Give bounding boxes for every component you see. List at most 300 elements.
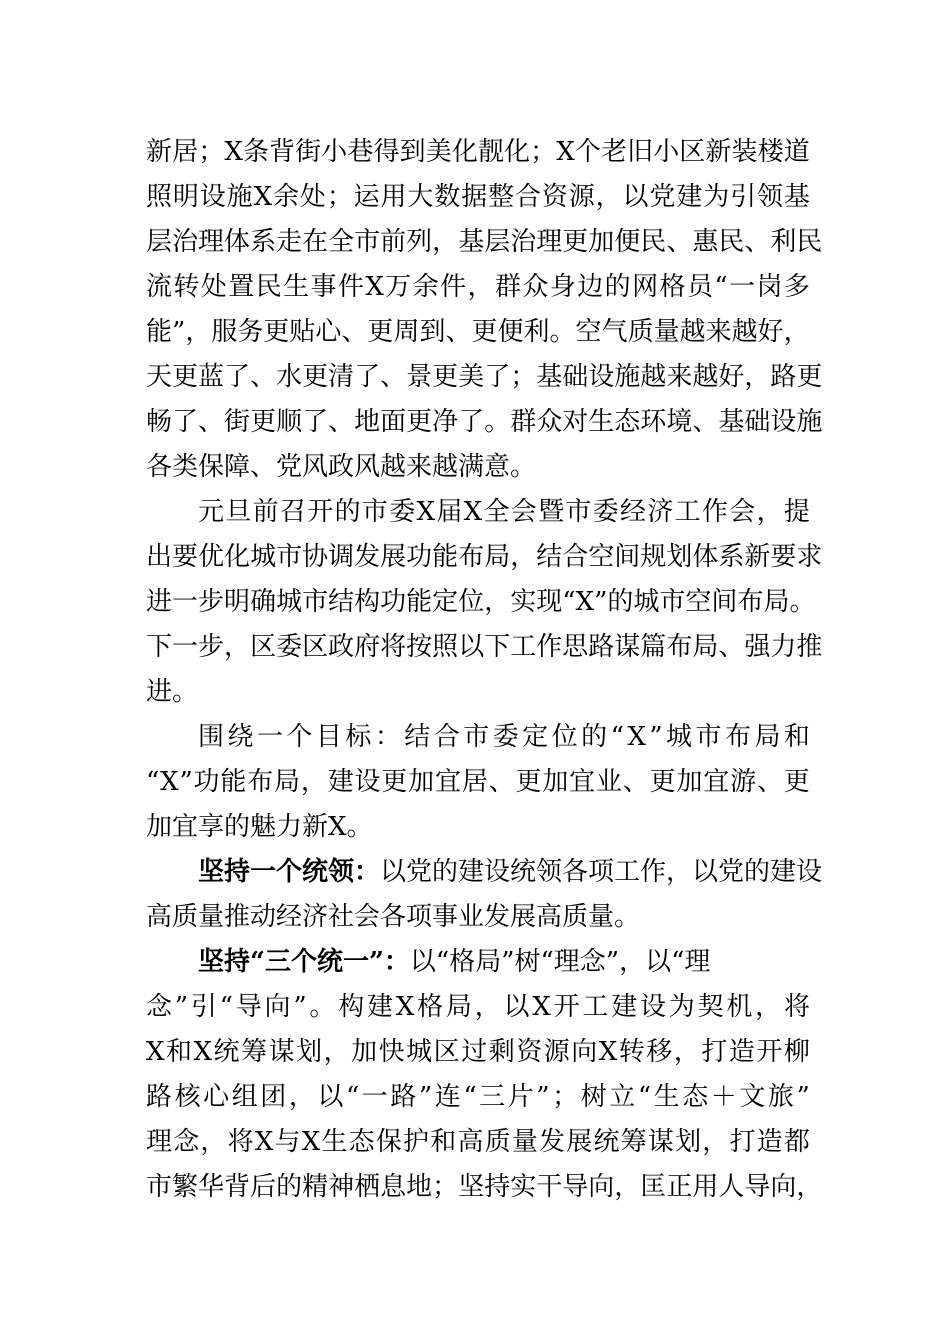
glyph: 更 [796,362,823,392]
glyph: 群 [510,407,537,437]
glyph: 要 [770,542,797,572]
text-line [146,895,810,940]
glyph: 来 [705,317,732,347]
glyph: “ [637,1082,652,1112]
glyph: 岗 [756,272,783,302]
glyph: 大 [407,182,434,212]
glyph: 委 [592,497,619,527]
glyph: 用 [692,1172,719,1202]
glyph: ， [510,542,537,572]
glyph: 件 [440,272,467,302]
glyph: ， [614,1172,641,1202]
text-line [146,400,823,445]
glyph: 造 [728,1037,755,1067]
glyph: 生 [283,272,310,302]
glyph: 态 [348,1127,375,1157]
glyph: 市 [146,1172,173,1202]
glyph: 更 [406,407,433,437]
glyph: X [416,497,436,527]
glyph: 体 [692,542,719,572]
glyph: 了 [458,407,485,437]
glyph: 游 [730,767,757,797]
glyph: 态 [614,407,641,437]
glyph: 出 [146,542,173,572]
glyph: 向 [770,1172,797,1202]
glyph: 领 [756,182,783,212]
glyph: 契 [697,992,724,1022]
glyph: 委 [276,632,303,662]
glyph: 条 [242,137,269,167]
glyph: 宜 [569,767,596,797]
glyph: 资 [516,1037,543,1067]
glyph: 强 [744,632,771,662]
line-text: 各类保障、党风政风越来越满意。 [146,452,537,482]
glyph: X [193,1037,213,1067]
glyph: X [254,1127,274,1157]
glyph: 导 [744,1172,771,1202]
glyph: 地 [354,407,381,437]
glyph: ； [530,137,557,167]
glyph: 以 [622,182,649,212]
glyph: 整 [488,182,515,212]
glyph: 府 [354,632,381,662]
text-line [146,130,810,175]
glyph: 置 [228,272,255,302]
glyph: X [463,497,483,527]
glyph: 惠 [692,227,719,257]
glyph: 委 [389,497,416,527]
text-line [146,535,823,580]
glyph: 市 [565,497,592,527]
glyph: 作 [536,632,563,662]
glyph: 好 [757,317,784,347]
glyph: 局 [445,992,472,1022]
glyph: 念 [146,992,173,1022]
glyph: 态 [682,1082,709,1112]
glyph: 和 [166,1037,193,1067]
text-line [146,265,810,310]
glyph: 一 [172,587,199,617]
glyph: 向 [588,1172,615,1202]
glyph: ， [783,317,810,347]
text-line [146,715,810,760]
glyph: 旦 [225,497,252,527]
glyph: 老 [600,137,627,167]
glyph: ： [374,722,401,752]
glyph: ” [418,1082,433,1112]
glyph: 、 [744,227,771,257]
glyph: 都 [783,1127,810,1157]
text-line [146,1120,810,1165]
glyph: 更 [381,767,408,797]
glyph: ” [796,1082,810,1112]
glyph: 三 [479,1082,506,1112]
glyph: 加 [676,767,703,797]
glyph: 统 [213,1037,240,1067]
text-line [146,940,810,985]
glyph: 顺 [276,407,303,437]
glyph: 了 [302,407,329,437]
glyph: 力 [770,632,797,662]
glyph: ； [552,1082,579,1112]
glyph: 一 [256,722,283,752]
text-line [146,805,810,850]
glyph: “ [610,722,624,752]
text-line [146,850,823,895]
glyph: 间 [711,587,738,617]
glyph: 思 [562,632,589,662]
glyph: 靓 [477,137,504,167]
glyph: 开 [553,992,580,1022]
glyph: 干 [536,1172,563,1202]
glyph: 局 [763,587,790,617]
line-text: 进。 [146,677,199,707]
glyph: 贴 [289,317,316,347]
glyph: ， [323,1037,350,1067]
glyph: 定 [522,722,549,752]
glyph: 流 [146,272,173,302]
glyph: 结 [328,587,355,617]
glyph: “ [146,767,160,797]
glyph: ， [595,182,622,212]
glyph: 位 [551,722,578,752]
glyph: 转 [618,1037,645,1067]
glyph: 工 [510,632,537,662]
glyph: 构 [354,587,381,617]
glyph: 质 [627,317,654,347]
glyph: ” [174,992,189,1022]
glyph: 更 [302,362,329,392]
glyph: 据 [461,182,488,212]
glyph: 提 [783,497,810,527]
glyph: 更 [649,767,676,797]
glyph: 导 [235,992,262,1022]
glyph: 路 [588,632,615,662]
glyph: 局 [692,632,719,662]
glyph: 目 [315,722,342,752]
glyph: 团 [260,1082,287,1112]
glyph: ， [467,272,494,302]
glyph: 街 [224,407,251,437]
glyph: 体 [224,227,251,257]
glyph: 城 [406,1037,433,1067]
glyph: 转 [173,272,200,302]
glyph: 民 [796,227,823,257]
text-line [146,580,816,625]
glyph: 息 [380,1172,407,1202]
glyph: 理 [146,1127,173,1157]
glyph: 便 [614,227,641,257]
glyph: “ [219,992,233,1022]
glyph: 能 [432,542,459,572]
glyph: “ [562,587,576,617]
glyph: 来 [666,362,693,392]
glyph: X [627,722,646,752]
glyph: 化 [224,542,251,572]
glyph: 余 [272,182,299,212]
glyph: 更 [263,317,290,347]
glyph: 会 [729,497,756,527]
glyph: ； [510,362,537,392]
glyph: 治 [510,227,537,257]
glyph: 的 [334,497,361,527]
glyph: 对 [562,407,589,437]
glyph: 楼 [757,137,784,167]
glyph: 路 [146,1082,173,1112]
glyph: 基 [718,407,745,437]
glyph: 布 [737,587,764,617]
glyph: 加 [542,767,569,797]
glyph: X [556,137,575,167]
glyph: 经 [620,497,647,527]
glyph: 市 [361,497,388,527]
glyph: 化 [451,137,478,167]
glyph: ， [756,497,783,527]
glyph: 、 [328,407,355,437]
text-line [146,220,823,265]
glyph: 运 [353,182,380,212]
glyph: 、 [341,317,368,347]
glyph: ； [198,137,225,167]
glyph: 空 [575,317,602,347]
glyph: 局 [274,767,301,797]
glyph: 照 [432,632,459,662]
glyph: 向 [264,992,291,1022]
glyph: 净 [432,407,459,437]
glyph: 生 [588,407,615,437]
glyph: 更 [562,227,589,257]
glyph: 空 [685,587,712,617]
glyph: 道 [783,137,810,167]
glyph: 济 [647,497,674,527]
text-line [146,760,810,805]
glyph: 间 [614,542,641,572]
glyph: 一 [729,272,756,302]
glyph: ， [432,227,459,257]
glyph: 前 [252,497,279,527]
paragraph-5 [146,940,823,1210]
glyph: 匡 [640,1172,667,1202]
glyph: 在 [302,227,329,257]
glyph: 能 [220,767,247,797]
text-line [146,1075,810,1120]
glyph: 础 [562,362,589,392]
glyph: 、 [380,362,407,392]
glyph: ， [484,587,511,617]
glyph: 局 [484,542,511,572]
bold-lead: 坚持一个统领： [198,857,381,887]
glyph: 气 [601,317,628,347]
glyph: 协 [302,542,329,572]
glyph: X [598,1037,618,1067]
glyph: ， [288,1082,315,1112]
glyph: ， [796,1172,823,1202]
glyph: 统 [593,1127,620,1157]
glyph: 展 [380,542,407,572]
glyph: 处 [299,182,326,212]
glyph: 背 [269,137,296,167]
glyph: 更 [367,317,394,347]
glyph: 小 [321,137,348,167]
glyph: 移 [646,1037,673,1067]
glyph: 展 [566,1127,593,1157]
glyph: 源 [543,1037,570,1067]
glyph: 元 [198,497,225,527]
text-line [146,355,823,400]
glyph: 区 [679,137,706,167]
glyph: 步 [198,587,225,617]
glyph: 以 [503,992,530,1022]
glyph: 开 [756,1037,783,1067]
glyph: 民 [640,227,667,257]
glyph: ” [649,722,663,752]
glyph: 前 [380,227,407,257]
glyph: X [224,137,243,167]
glyph: 引 [190,992,217,1022]
glyph: “ [714,272,728,302]
glyph: 布 [666,632,693,662]
glyph: 立 [609,1082,636,1112]
glyph: 绕 [227,722,254,752]
glyph: 新 [146,137,173,167]
glyph: 施 [796,407,823,437]
glyph: X [160,767,179,797]
glyph: 施 [614,362,641,392]
glyph: 坚 [458,1172,485,1202]
glyph: 好 [718,362,745,392]
glyph: 越 [679,317,706,347]
glyph: 员 [686,272,713,302]
glyph: X [395,992,415,1022]
glyph: 、 [756,767,783,797]
glyph: 越 [731,317,758,347]
glyph: 发 [354,542,381,572]
glyph: 空 [588,542,615,572]
glyph: 谋 [614,632,641,662]
glyph: 推 [796,632,823,662]
glyph: 栖 [354,1172,381,1202]
glyph: 打 [701,1037,728,1067]
glyph: 更 [432,362,459,392]
glyph: 系 [718,542,745,572]
glyph: 功 [380,587,407,617]
glyph: 护 [403,1127,430,1157]
glyph: 众 [522,272,549,302]
glyph: 格 [659,272,686,302]
glyph: ” [594,587,608,617]
glyph: 源 [568,182,595,212]
glyph: 标 [345,722,372,752]
glyph: 础 [744,407,771,437]
glyph: 地 [406,1172,433,1202]
glyph: 民 [255,272,282,302]
glyph: 层 [146,227,173,257]
glyph: 谋 [268,1037,295,1067]
glyph: 机 [726,992,753,1022]
glyph: 蓝 [198,362,225,392]
glyph: 化 [504,137,531,167]
glyph: 树 [580,1082,607,1112]
glyph: 以 [317,1082,344,1112]
glyph: 了 [354,362,381,392]
glyph: 布 [724,722,751,752]
glyph: 环 [640,407,667,437]
glyph: 造 [756,1127,783,1157]
glyph: 网 [632,272,659,302]
glyph: 区 [433,1037,460,1067]
glyph: 高 [457,1127,484,1157]
glyph: 设 [588,362,615,392]
glyph: 围 [198,722,225,752]
glyph: 后 [250,1172,277,1202]
glyph: 余 [412,272,439,302]
glyph: 利 [770,227,797,257]
bold-lead: 坚持“三个统一”： [198,947,410,977]
glyph: 基 [458,227,485,257]
line-text: 以“格局”树“理念”，以“理 [409,947,711,977]
paragraph-1 [146,130,823,490]
document-page [146,130,823,1210]
glyph: 市 [659,587,686,617]
glyph: 列 [406,227,433,257]
glyph: 过 [461,1037,488,1067]
text-line [146,1030,810,1075]
glyph: ， [200,1127,227,1157]
glyph: 背 [224,1172,251,1202]
glyph: 、 [488,767,515,797]
glyph: 量 [511,1127,538,1157]
glyph: 更 [471,317,498,347]
glyph: 得 [373,137,400,167]
glyph: 下 [146,632,173,662]
glyph: 能 [146,317,173,347]
glyph: 清 [328,362,355,392]
glyph: 巷 [347,137,374,167]
glyph: 个 [286,722,313,752]
glyph: 设 [639,992,666,1022]
glyph: X [365,272,384,302]
glyph: 下 [484,632,511,662]
glyph: 更 [250,407,277,437]
glyph: 步 [198,632,225,662]
glyph: 城 [633,587,660,617]
glyph: 划 [296,1037,323,1067]
glyph: 合 [514,182,541,212]
glyph: 宜 [435,767,462,797]
glyph: 功 [193,767,220,797]
glyph: 政 [328,632,355,662]
glyph: 将 [380,632,407,662]
glyph: ， [224,632,251,662]
glyph: 民 [718,227,745,257]
glyph: 人 [718,1172,745,1202]
glyph: 。 [484,407,511,437]
glyph: 、 [250,362,277,392]
glyph: 街 [295,137,322,167]
glyph: 建 [676,182,703,212]
glyph: 城 [666,722,693,752]
glyph: 、 [692,407,719,437]
glyph: 水 [276,362,303,392]
glyph: 合 [433,722,460,752]
glyph: 更 [515,767,542,797]
glyph: 神 [328,1172,355,1202]
glyph: 工 [582,992,609,1022]
glyph: 了 [172,407,199,437]
glyph: 将 [783,992,810,1022]
glyph: 篇 [640,632,667,662]
glyph: 明 [224,587,251,617]
